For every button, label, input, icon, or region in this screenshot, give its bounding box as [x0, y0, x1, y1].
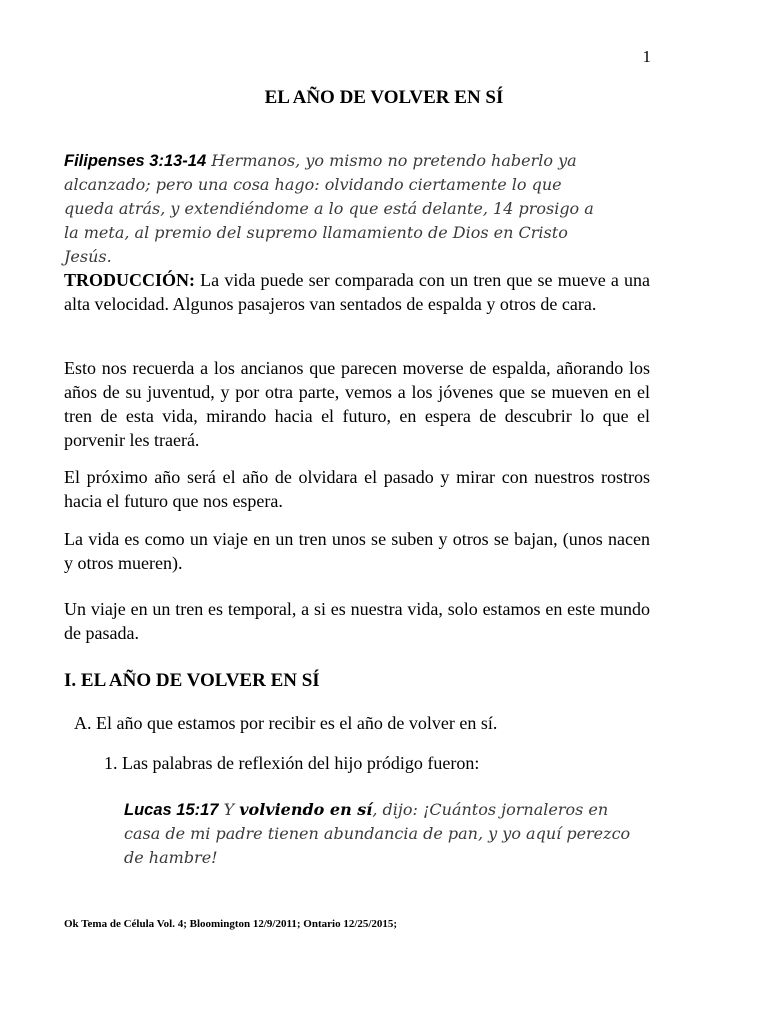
body-paragraph: Un viaje en un tren es temporal, a si es nuestra vida, solo estamos en este mundo de pasada. [64, 599, 650, 643]
quote-reference: Lucas 15:17 [124, 801, 219, 819]
scripture-quote [124, 798, 634, 870]
section-heading: I. EL AÑO DE VOLVER EN SÍ [64, 670, 320, 691]
page-number: 1 [642, 47, 651, 66]
introduction-paragraph [64, 268, 650, 316]
outline-item-1: 1. Las palabras de reflexión del hijo pródigo fueron: [104, 753, 480, 773]
introduction-text: La vida puede ser comparada con un tren que se mueve a una alta velocidad. Algunos pasajeros van sentados de espalda y otros de cara. [64, 270, 650, 314]
page-footer: Ok Tema de Célula Vol. 4; Bloomington 12/9/2011; Ontario 12/25/2015; [64, 918, 398, 930]
outline-item-a: A. El año que estamos por recibir es el año de volver en sí. [74, 713, 498, 733]
body-paragraph: Esto nos recuerda a los ancianos que parecen moverse de espalda, añorando los años de su juventud, y por otra parte, vemos a los jóvenes que se mueven en el tren de esta vida, mirando hacia el futuro, en espera de descubrir lo que el porvenir les traerá. [64, 358, 650, 450]
epigraph-verse [64, 149, 604, 269]
quote-lead: Y [218, 800, 240, 819]
quote-text: , dijo: ¡Cuántos jornaleros en casa de mi padre tienen abundancia de pan, y yo aquí perezco de hambre! [124, 800, 631, 867]
epigraph-reference: Filipenses 3:13-14 [64, 152, 207, 170]
body-paragraph: El próximo año será el año de olvidara el pasado y mirar con nuestros rostros hacia el futuro que nos espera. [64, 467, 650, 511]
body-paragraph: La vida es como un viaje en un tren unos se suben y otros se bajan, (unos nacen y otros mueren). [64, 529, 650, 573]
page-title: EL AÑO DE VOLVER EN SÍ [264, 87, 504, 108]
epigraph-text: Hermanos, yo mismo no pretendo haberlo ya alcanzado; pero una cosa hago: olvidando ciertamente lo que queda atrás, y extendiéndome a lo que está delante, 14 prosigo a la meta, al premio del supremo llamamiento de Dios en Cristo Jesús. [64, 151, 594, 266]
introduction-label: TRODUCCIÓN: [64, 270, 196, 290]
quote-emphasis: volviendo en sí [239, 800, 373, 819]
